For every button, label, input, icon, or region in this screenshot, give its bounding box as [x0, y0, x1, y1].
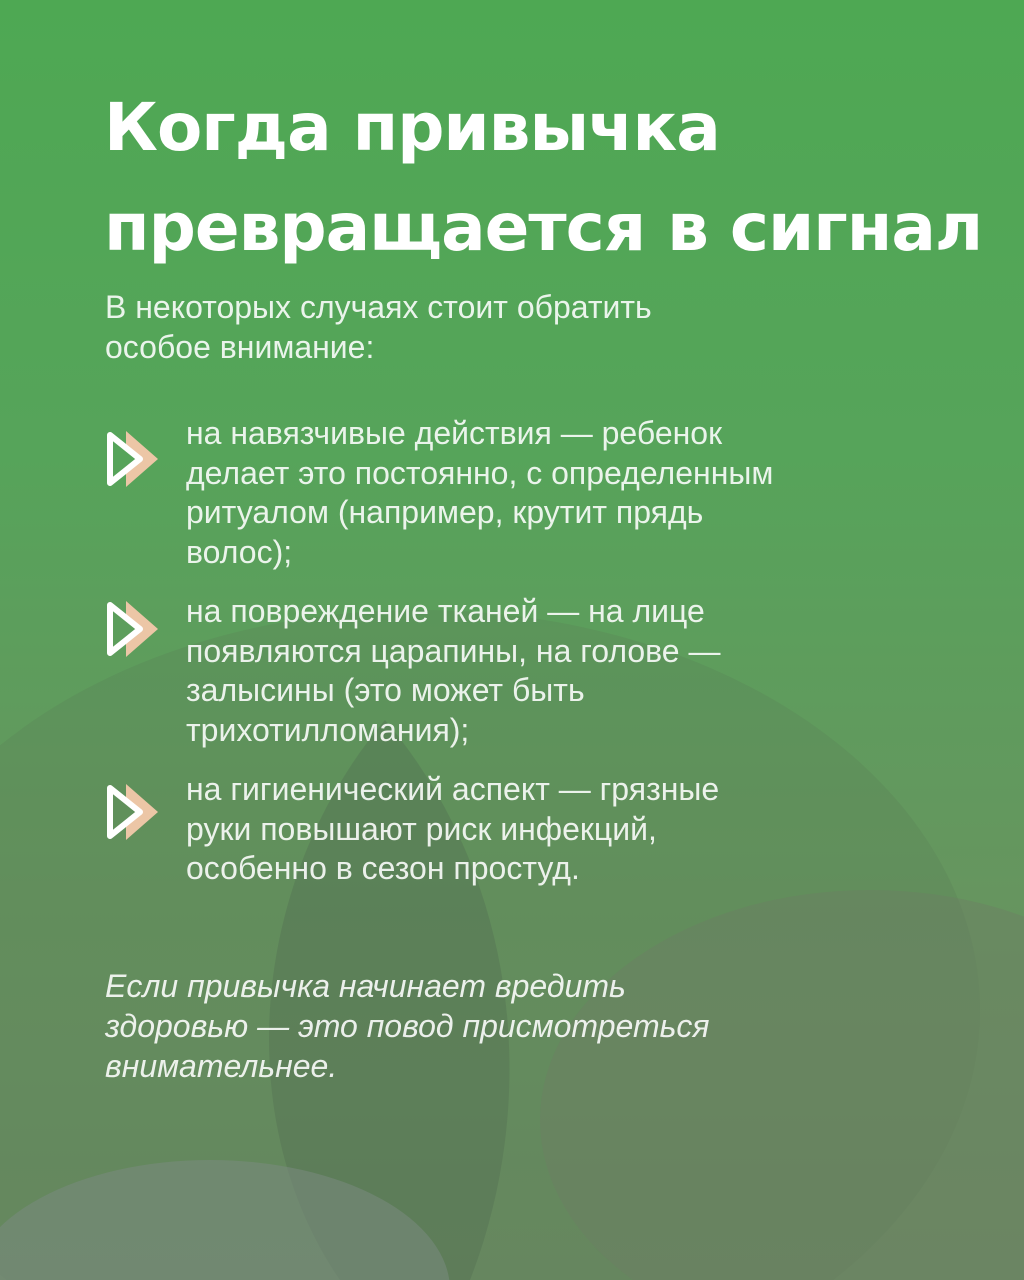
- bullet-text: [186, 414, 986, 572]
- closing-note: [105, 966, 965, 1086]
- note-line: внимательнее.: [105, 1048, 338, 1084]
- bullet-line: на повреждение тканей — на лице: [186, 593, 705, 629]
- double-chevron-right-icon: [104, 780, 162, 844]
- bullet-text: [186, 770, 986, 889]
- bullet-line: на навязчивые действия — ребенок: [186, 415, 723, 451]
- bullet-line: ритуалом (например, крутит прядь: [186, 494, 704, 530]
- note-line: Если привычка начинает вредить: [105, 968, 626, 1004]
- note-line: здоровью — это повод присмотреться: [105, 1008, 710, 1044]
- bullet-line: делает это постоянно, с определенным: [186, 454, 774, 491]
- bullet-line: залысины (это может быть: [186, 672, 585, 708]
- intro-text: [105, 287, 965, 367]
- page-title: [104, 78, 984, 278]
- bullet-line: появляются царапины, на голове —: [186, 632, 721, 669]
- bullet-line: руки повышают риск инфекций,: [186, 810, 657, 847]
- double-chevron-right-icon: [104, 597, 162, 661]
- bullet-line: особенно в сезон простуд.: [186, 850, 580, 886]
- intro-line: В некоторых случаях стоит обратить: [105, 289, 652, 325]
- title-line: Когда привычка: [104, 89, 720, 166]
- bullet-line: трихотилломания);: [186, 711, 470, 748]
- intro-line: особое внимание:: [105, 329, 375, 365]
- bullet-line: волос);: [186, 533, 293, 570]
- double-chevron-right-icon: [104, 427, 162, 491]
- bullet-line: на гигиенический аспект — грязные: [186, 771, 720, 807]
- bullet-text: [186, 592, 986, 750]
- title-line: превращается в сигнал: [104, 189, 983, 266]
